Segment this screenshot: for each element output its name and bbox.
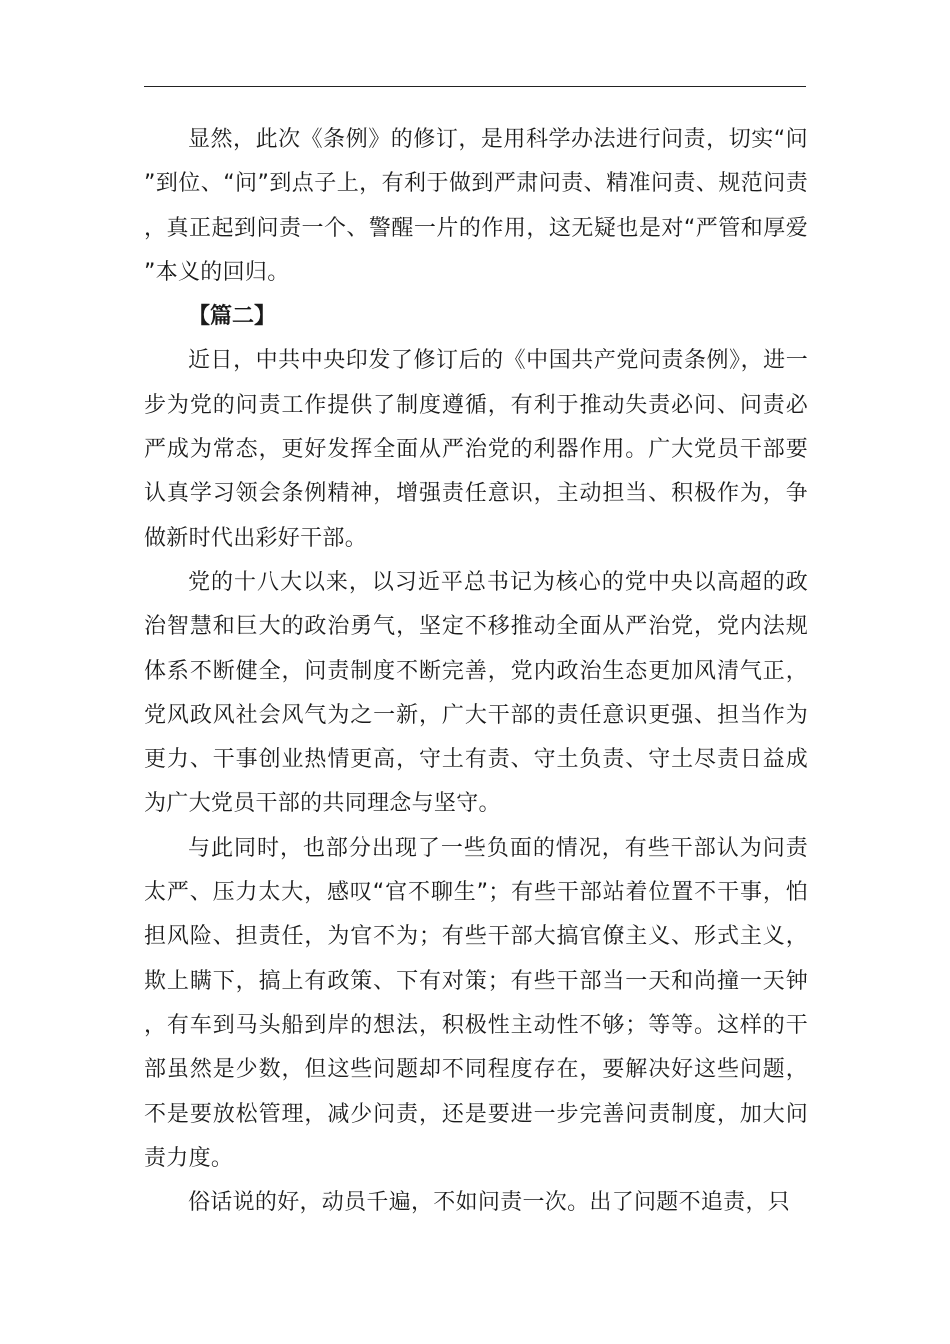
paragraph-5: 俗话说的好，动员千遍，不如问责一次。出了问题不追责，只 — [188, 1190, 791, 1216]
paragraph-1: 显然，此次《条例》的修订，是用科学办法进行问责，切实“问”到位、“问”到点子上，有利于做到严肃问责、精准问责、规范问责，真正起到问责一个、警醒一片的作用，这无疑也是对“严管和厚爱”本义的回归。 — [144, 127, 808, 285]
section-heading: 【篇二】 — [188, 304, 277, 330]
paragraph-2: 近日，中共中央印发了修订后的《中国共产党问责条例》，进一步为党的问责工作提供了制度遵循，有利于推动失责必问、问责必严成为常态，更好发挥全面从严治党的利器作用。广大党员干部要认真学习领会条例精神，增强责任意识，主动担当、积极作为，争做新时代出彩好干部。 — [144, 348, 808, 551]
header-divider — [144, 86, 806, 87]
document-body — [144, 118, 808, 1225]
paragraph-4: 与此同时，也部分出现了一些负面的情况，有些干部认为问责太严、压力太大，感叹“官不聊生”；有些干部站着位置不干事，怕担风险、担责任，为官不为；有些干部大搞官僚主义、形式主义，欺上瞒下，搞上有政策、下有对策；有些干部当一天和尚撞一天钟，有车到马头船到岸的想法，积极性主动性不够；等等。这样的干部虽然是少数，但这些问题却不同程度存在，要解决好这些问题，不是要放松管理，减少问责，还是要进一步完善问责制度，加大问责力度。 — [144, 835, 808, 1171]
paragraph-3: 党的十八大以来，以习近平总书记为核心的党中央以高超的政治智慧和巨大的政治勇气，坚定不移推动全面从严治党，党内法规体系不断健全，问责制度不断完善，党内政治生态更加风清气正，党风政风社会风气为之一新，广大干部的责任意识更强、担当作为更力、干事创业热情更高，守土有责、守土负责、守土尽责日益成为广大党员干部的共同理念与坚守。 — [144, 569, 808, 817]
